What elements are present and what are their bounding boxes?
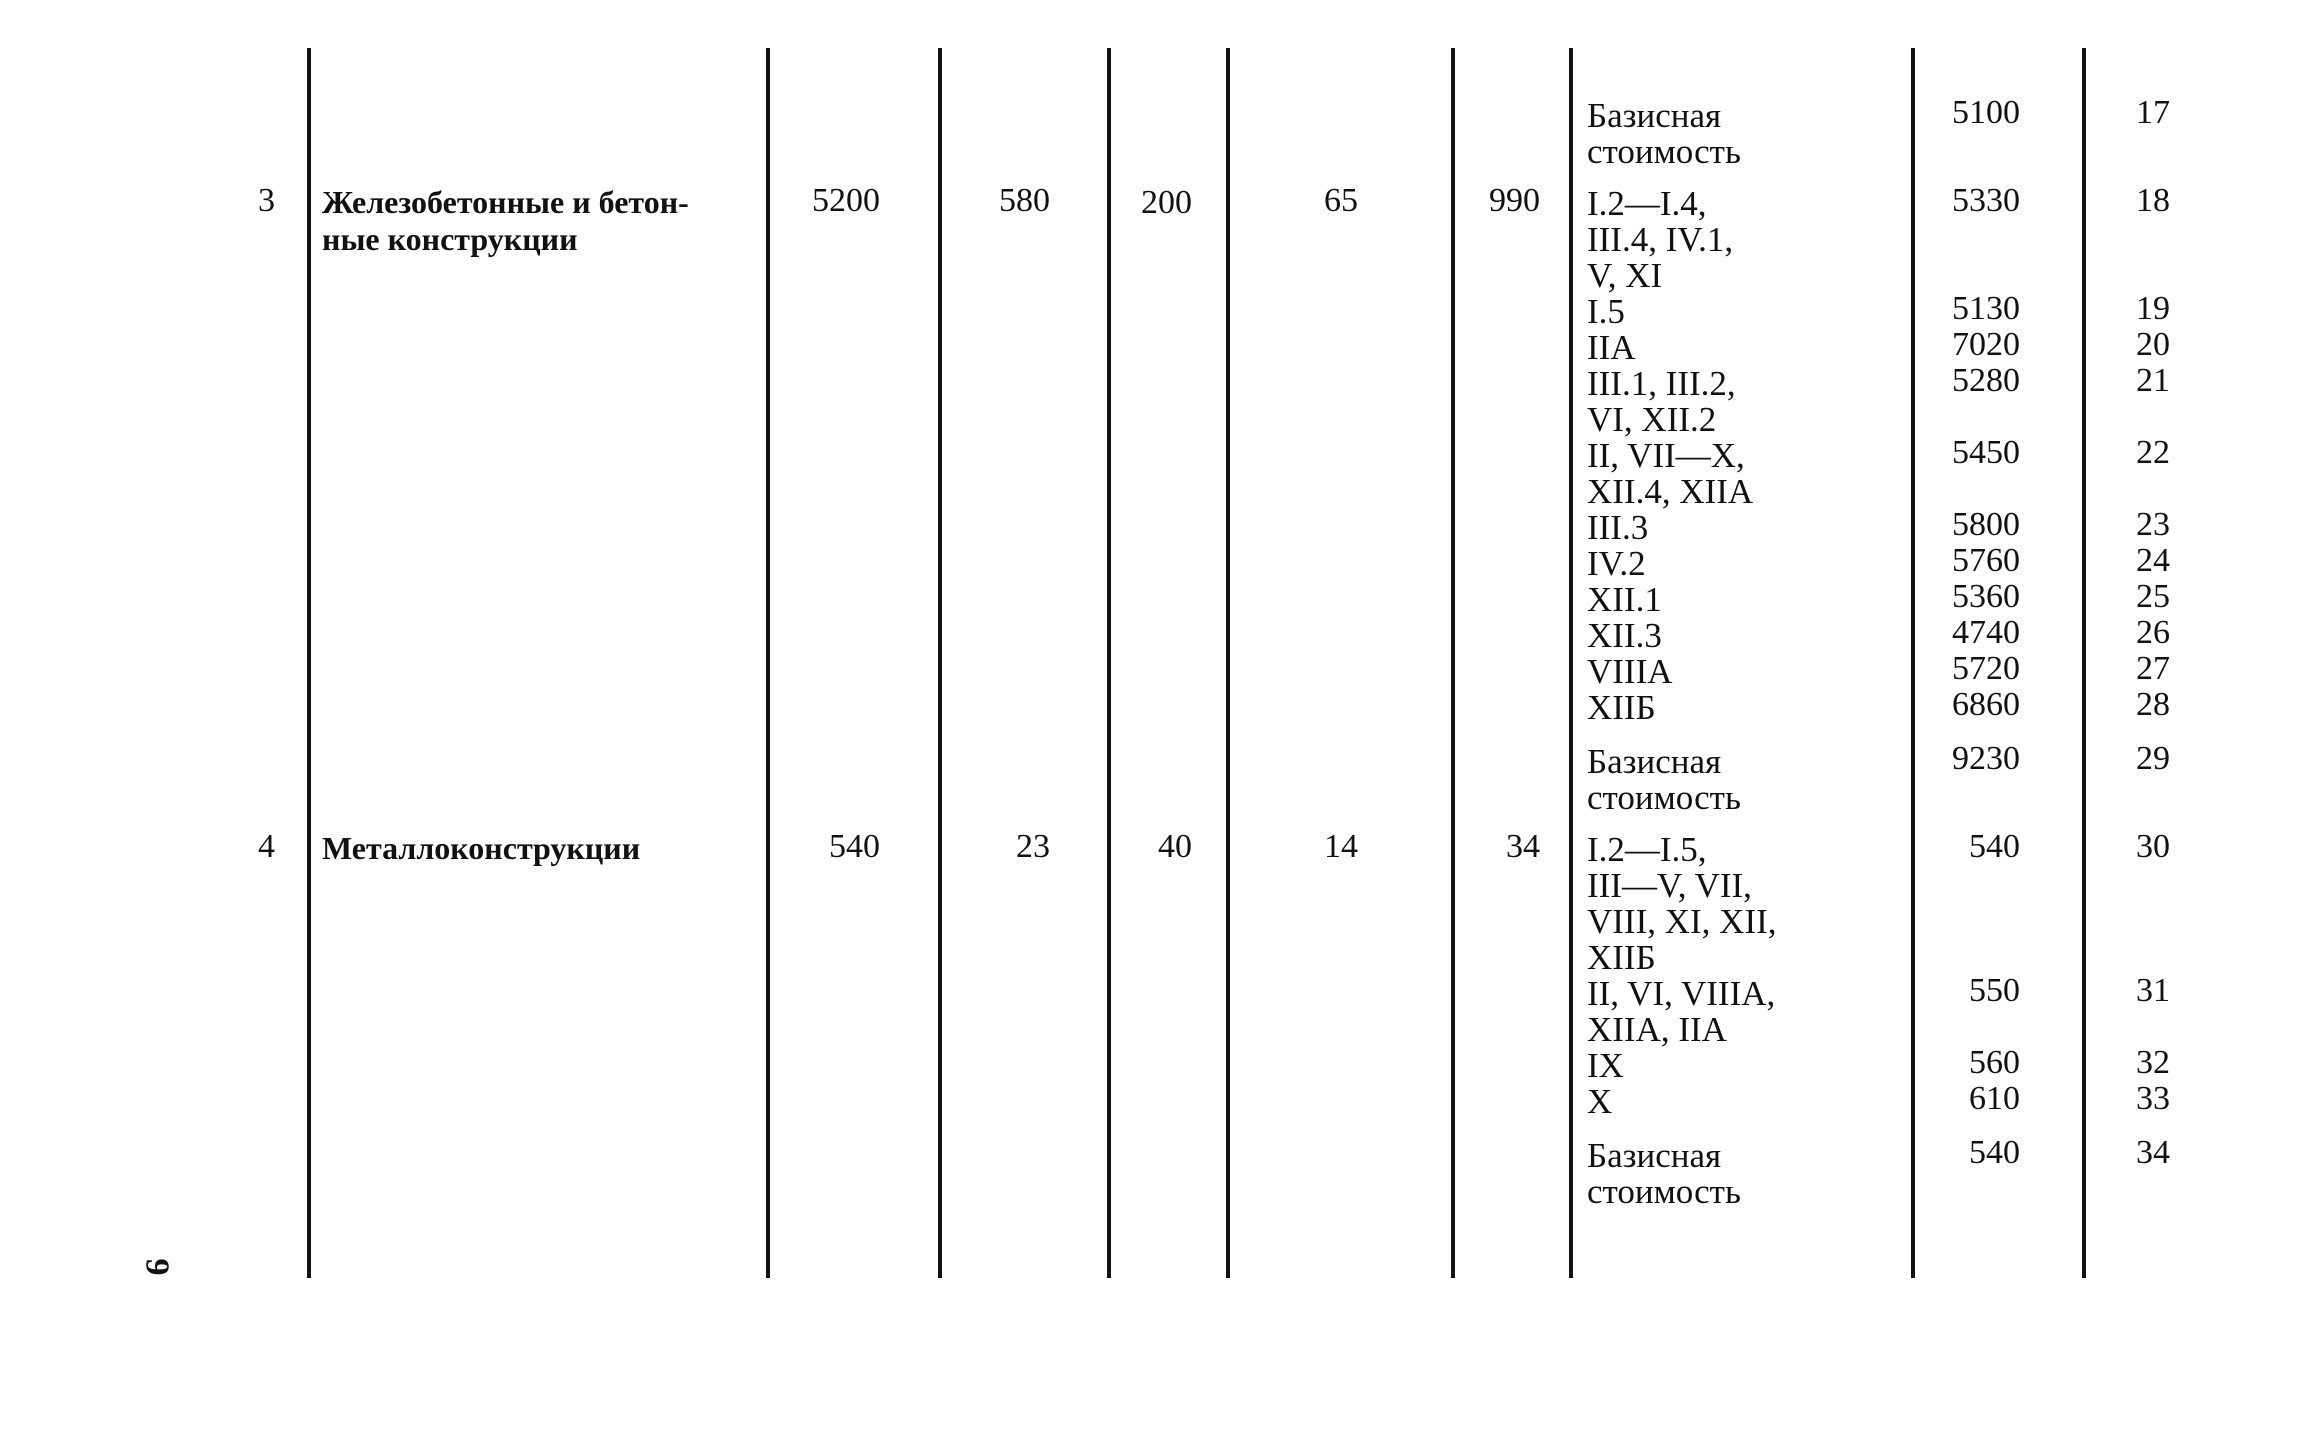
region-value: 540: [1969, 1134, 2020, 1171]
region-value: 7020: [1952, 326, 2020, 363]
row-index: 25: [2136, 578, 2170, 615]
region-label: X: [1587, 1082, 1613, 1121]
region-value: 550: [1969, 972, 2020, 1009]
region-label: XIIБ: [1587, 688, 1656, 727]
region-label: I.2—I.4, III.4, IV.1, V, XI: [1587, 184, 1734, 295]
page-number: 9: [138, 1258, 176, 1276]
row-index: 32: [2136, 1044, 2170, 1081]
row-index: 27: [2136, 650, 2170, 687]
region-value: 5450: [1952, 434, 2020, 471]
region-label: Базисная стоимость: [1587, 742, 1741, 817]
region-value: 5720: [1952, 650, 2020, 687]
region-label: II, VII—X, XII.4, XIIA: [1587, 436, 1754, 511]
row-index: 31: [2136, 972, 2170, 1009]
group-col5: 200: [1141, 184, 1192, 221]
row-index: 21: [2136, 362, 2170, 399]
region-value: 5330: [1952, 182, 2020, 219]
group-col3: 540: [829, 828, 880, 865]
column-rule-5: [1226, 48, 1230, 1278]
region-label: IIA: [1587, 328, 1636, 367]
row-index: 30: [2136, 828, 2170, 865]
column-rule-1: [307, 48, 311, 1278]
column-rule-3: [938, 48, 942, 1278]
row-index: 24: [2136, 542, 2170, 579]
column-rule-4: [1107, 48, 1111, 1278]
region-label: II, VI, VIIIA, XIIA, IIA: [1587, 974, 1776, 1049]
row-index: 28: [2136, 686, 2170, 723]
row-index: 23: [2136, 506, 2170, 543]
group-col4: 580: [999, 182, 1050, 219]
region-label: VIIIA: [1587, 652, 1673, 691]
group-col5: 40: [1158, 828, 1192, 865]
row-index: 22: [2136, 434, 2170, 471]
region-value: 5100: [1952, 94, 2020, 131]
region-label: Базисная стоимость: [1587, 1136, 1741, 1211]
row-index: 29: [2136, 740, 2170, 777]
row-index: 34: [2136, 1134, 2170, 1171]
region-label: I.5: [1587, 292, 1625, 331]
region-label: I.2—I.5, III—V, VII, VIII, XI, XII, XIIБ: [1587, 830, 1777, 977]
column-rule-8: [1911, 48, 1915, 1278]
group-col7: 990: [1489, 182, 1540, 219]
row-index: 19: [2136, 290, 2170, 327]
group-col6: 65: [1324, 182, 1358, 219]
row-index: 26: [2136, 614, 2170, 651]
column-rule-6: [1451, 48, 1455, 1278]
region-label: IX: [1587, 1046, 1624, 1085]
region-value: 6860: [1952, 686, 2020, 723]
region-value: 560: [1969, 1044, 2020, 1081]
group-number: 4: [258, 828, 275, 865]
region-label: Базисная стоимость: [1587, 96, 1741, 171]
region-label: IV.2: [1587, 544, 1646, 583]
row-index: 20: [2136, 326, 2170, 363]
region-label: XII.1: [1587, 580, 1662, 619]
region-value: 5800: [1952, 506, 2020, 543]
region-value: 5130: [1952, 290, 2020, 327]
group-number: 3: [258, 182, 275, 219]
region-label: III.1, III.2, VI, XII.2: [1587, 364, 1736, 439]
region-value: 5760: [1952, 542, 2020, 579]
group-col4: 23: [1016, 828, 1050, 865]
region-value: 9230: [1952, 740, 2020, 777]
region-value: 4740: [1952, 614, 2020, 651]
column-rule-7: [1569, 48, 1573, 1278]
column-rule-9: [2082, 48, 2086, 1278]
region-label: XII.3: [1587, 616, 1662, 655]
region-label: III.3: [1587, 508, 1649, 547]
group-col3: 5200: [812, 182, 880, 219]
row-index: 18: [2136, 182, 2170, 219]
group-name: Железобетонные и бетон- ные конструкции: [322, 184, 689, 257]
group-name: Металлоконструкции: [322, 830, 641, 866]
region-value: 610: [1969, 1080, 2020, 1117]
group-col6: 14: [1324, 828, 1358, 865]
region-value: 5280: [1952, 362, 2020, 399]
group-col7: 34: [1506, 828, 1540, 865]
column-rule-2: [766, 48, 770, 1278]
row-index: 33: [2136, 1080, 2170, 1117]
region-value: 540: [1969, 828, 2020, 865]
region-value: 5360: [1952, 578, 2020, 615]
row-index: 17: [2136, 94, 2170, 131]
